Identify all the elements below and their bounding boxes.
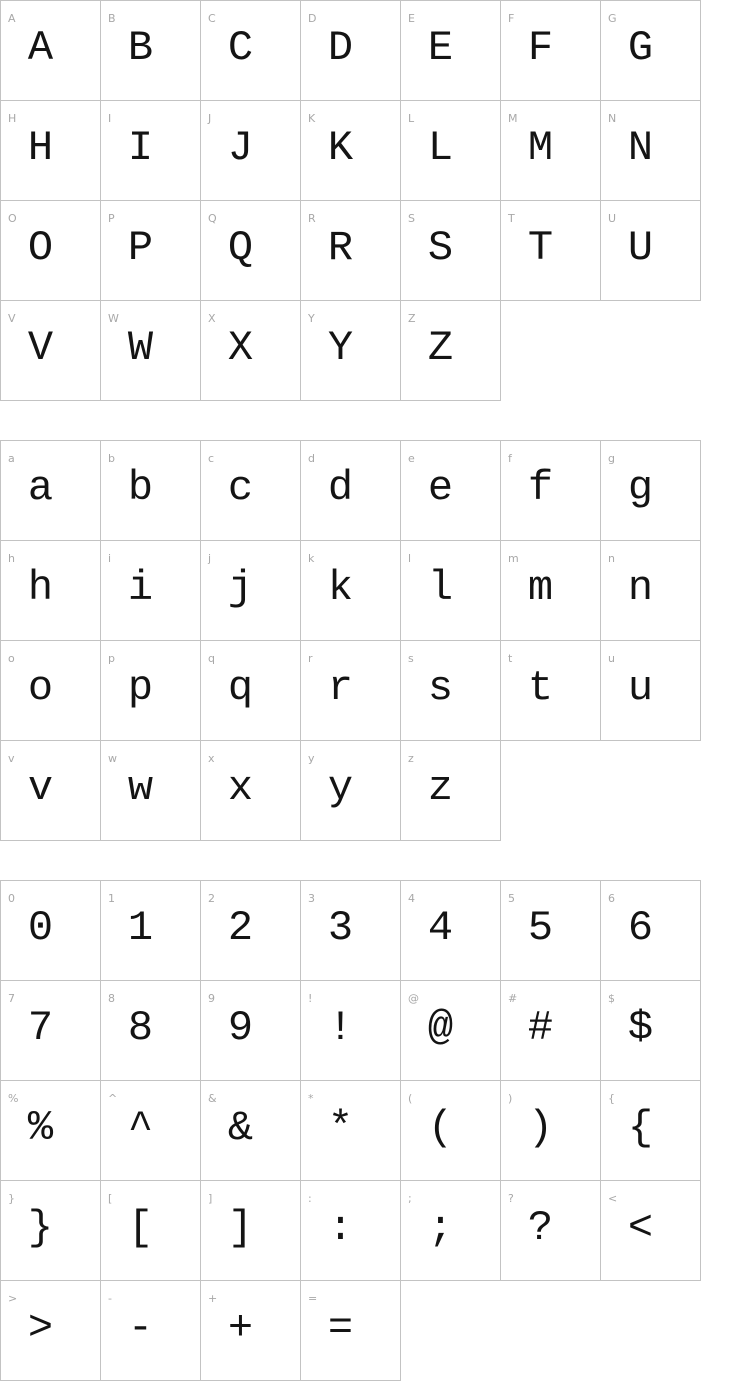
glyph-cell: [301, 1281, 401, 1381]
glyph-cell: [601, 101, 701, 201]
cell-character-label: =: [308, 1292, 318, 1305]
glyph-preview: m: [527, 564, 554, 612]
glyph-preview: X: [227, 324, 254, 372]
glyph-preview: <: [627, 1204, 654, 1252]
cell-character-label: ): [508, 1092, 513, 1105]
glyph-cell: [101, 1281, 201, 1381]
glyph-preview: 1: [127, 904, 154, 952]
cell-character-label: D: [308, 12, 317, 25]
glyph-preview: 6: [627, 904, 654, 952]
glyph-preview: t: [527, 664, 554, 712]
glyph-cell: [401, 201, 501, 301]
glyph-preview: g: [627, 464, 654, 512]
cell-character-label: Z: [408, 312, 416, 325]
glyph-cell: [301, 301, 401, 401]
cell-character-label: 4: [408, 892, 415, 905]
glyph-preview: I: [127, 124, 154, 172]
glyph-preview: e: [427, 464, 454, 512]
cell-character-label: l: [408, 552, 412, 565]
cell-character-label: 1: [108, 892, 115, 905]
glyph-preview: [: [127, 1204, 154, 1252]
cell-character-label: <: [608, 1192, 618, 1205]
cell-character-label: K: [308, 112, 316, 125]
glyph-preview: 3: [327, 904, 354, 952]
glyph-cell: [401, 441, 501, 541]
glyph-preview: %: [27, 1104, 54, 1152]
glyph-cell: [601, 881, 701, 981]
glyph-preview: :: [327, 1204, 354, 1252]
glyph-cell: [101, 1081, 201, 1181]
glyph-preview: #: [527, 1004, 554, 1052]
glyph-preview: !: [327, 1004, 354, 1052]
cell-character-label: o: [8, 652, 15, 665]
glyph-cell: [601, 981, 701, 1081]
cell-character-label: S: [408, 212, 415, 225]
glyph-cell: [401, 881, 501, 981]
glyph-cell: [201, 101, 301, 201]
glyph-row: [1, 881, 701, 981]
glyph-cell: [101, 101, 201, 201]
cell-character-label: +: [208, 1292, 218, 1305]
cell-character-label: 7: [8, 992, 15, 1005]
glyph-row: [1, 1281, 701, 1381]
glyph-cell: [301, 441, 401, 541]
glyph-cell: [201, 441, 301, 541]
digits-and-symbols-block: [0, 880, 701, 1381]
cell-character-label: y: [308, 752, 315, 765]
cell-character-label: }: [8, 1192, 15, 1205]
glyph-preview: K: [327, 124, 354, 172]
cell-character-label: B: [108, 12, 116, 25]
glyph-preview: d: [327, 464, 354, 512]
cell-character-label: 3: [308, 892, 315, 905]
cell-character-label: R: [308, 212, 316, 225]
glyph-preview: S: [427, 224, 454, 272]
glyph-cell: [601, 1081, 701, 1181]
glyph-preview: R: [327, 224, 354, 272]
glyph-preview: W: [127, 324, 154, 372]
cell-character-label: G: [608, 12, 617, 25]
cell-character-label: i: [108, 552, 112, 565]
cell-character-label: w: [108, 752, 117, 765]
glyph-cell: [201, 301, 301, 401]
cell-character-label: #: [508, 992, 518, 1005]
glyph-preview: Q: [227, 224, 254, 272]
glyph-cell: [301, 741, 401, 841]
glyph-cell: [301, 641, 401, 741]
glyph-cell: [601, 441, 701, 541]
cell-character-label: 5: [508, 892, 515, 905]
cell-character-label: ?: [508, 1192, 514, 1205]
cell-character-label: O: [8, 212, 17, 225]
cell-character-label: F: [508, 12, 515, 25]
glyph-preview: *: [327, 1104, 354, 1152]
cell-character-label: n: [608, 552, 615, 565]
glyph-cell: [401, 541, 501, 641]
glyph-cell: [601, 1181, 701, 1281]
glyph-cell: [1, 1081, 101, 1181]
glyph-preview: B: [127, 24, 154, 72]
cell-character-label: X: [208, 312, 216, 325]
cell-character-label: J: [208, 112, 212, 125]
glyph-cell: [1, 1281, 101, 1381]
glyph-cell: [101, 441, 201, 541]
glyph-cell: [301, 1181, 401, 1281]
glyph-preview: M: [527, 124, 554, 172]
cell-character-label: @: [408, 992, 419, 1005]
glyph-preview: L: [427, 124, 454, 172]
cell-character-label: E: [408, 12, 415, 25]
glyph-row: [1, 101, 701, 201]
glyph-row: [1, 1, 701, 101]
glyph-cell: [201, 541, 301, 641]
glyph-cell: [301, 881, 401, 981]
glyph-cell: [501, 981, 601, 1081]
glyph-cell: [101, 201, 201, 301]
glyph-preview: u: [627, 664, 654, 712]
glyph-cell: [401, 641, 501, 741]
cell-character-label: c: [208, 452, 215, 465]
cell-character-label: u: [608, 652, 615, 665]
cell-character-label: e: [408, 452, 415, 465]
uppercase-letters-block: [0, 0, 701, 401]
glyph-preview: P: [127, 224, 154, 272]
cell-character-label: Q: [208, 212, 217, 225]
glyph-preview: n: [627, 564, 654, 612]
glyph-preview: h: [27, 564, 54, 612]
cell-character-label: ;: [408, 1192, 412, 1205]
cell-character-label: $: [608, 992, 615, 1005]
glyph-cell: [601, 641, 701, 741]
glyph-preview: +: [227, 1304, 254, 1352]
glyph-preview: o: [27, 664, 54, 712]
cell-character-label: a: [8, 452, 15, 465]
glyph-cell: [201, 1081, 301, 1181]
cell-character-label: 2: [208, 892, 215, 905]
glyph-preview: G: [627, 24, 654, 72]
cell-character-label: C: [208, 12, 216, 25]
glyph-preview: k: [327, 564, 354, 612]
glyph-preview: r: [327, 664, 354, 712]
cell-character-label: ]: [208, 1192, 213, 1205]
cell-character-label: >: [8, 1292, 18, 1305]
glyph-row: [1, 981, 701, 1081]
glyph-preview: Y: [327, 324, 354, 372]
glyph-preview: b: [127, 464, 154, 512]
glyph-cell: [201, 1181, 301, 1281]
glyph-preview: ^: [127, 1104, 154, 1152]
cell-character-label: j: [208, 552, 212, 565]
glyph-row: [1, 741, 701, 841]
glyph-cell: [101, 741, 201, 841]
glyph-cell: [1, 301, 101, 401]
cell-character-label: Y: [308, 312, 315, 325]
glyph-row: [1, 1181, 701, 1281]
glyph-cell: [201, 201, 301, 301]
glyph-preview: 7: [27, 1004, 54, 1052]
glyph-preview: v: [27, 764, 54, 812]
glyph-preview: T: [527, 224, 554, 272]
cell-character-label: g: [608, 452, 615, 465]
glyph-cell: [1, 1, 101, 101]
cell-character-label: &: [208, 1092, 217, 1105]
cell-character-label: V: [8, 312, 16, 325]
glyph-cell: [1, 541, 101, 641]
glyph-cell: [201, 1, 301, 101]
glyph-cell: [101, 981, 201, 1081]
glyph-preview: {: [627, 1104, 654, 1152]
glyph-cell: [301, 1, 401, 101]
glyph-cell: [201, 641, 301, 741]
glyph-cell: [501, 541, 601, 641]
glyph-cell: [401, 301, 501, 401]
glyph-cell: [1, 1181, 101, 1281]
glyph-cell: [101, 641, 201, 741]
glyph-preview: >: [27, 1304, 54, 1352]
glyph-row: [1, 441, 701, 541]
cell-character-label: H: [8, 112, 17, 125]
glyph-cell: [501, 1081, 601, 1181]
glyph-preview: F: [527, 24, 554, 72]
glyph-cell: [101, 301, 201, 401]
glyph-cell: [101, 1181, 201, 1281]
glyph-preview: }: [27, 1204, 54, 1252]
glyph-cell: [201, 981, 301, 1081]
glyph-cell: [1, 101, 101, 201]
cell-character-label: W: [108, 312, 119, 325]
glyph-preview: E: [427, 24, 454, 72]
cell-character-label: f: [508, 452, 512, 465]
cell-character-label: v: [8, 752, 15, 765]
glyph-cell: [601, 201, 701, 301]
cell-character-label: s: [408, 652, 414, 665]
cell-character-label: [: [108, 1192, 113, 1205]
glyph-cell: [501, 441, 601, 541]
glyph-cell: [501, 201, 601, 301]
cell-character-label: t: [508, 652, 513, 665]
glyph-preview: -: [127, 1304, 154, 1352]
glyph-preview: $: [627, 1004, 654, 1052]
glyph-preview: ]: [227, 1204, 254, 1252]
glyph-cell: [301, 101, 401, 201]
glyph-cell: [401, 1081, 501, 1181]
glyph-preview: c: [227, 464, 254, 512]
glyph-cell: [201, 1281, 301, 1381]
glyph-cell: [101, 541, 201, 641]
cell-character-label: k: [308, 552, 315, 565]
cell-character-label: %: [8, 1092, 19, 1105]
glyph-preview: =: [327, 1304, 354, 1352]
cell-character-label: ^: [108, 1092, 118, 1105]
glyph-cell: [301, 1081, 401, 1181]
glyph-cell: [1, 201, 101, 301]
glyph-row: [1, 641, 701, 741]
glyph-cell: [1, 741, 101, 841]
glyph-preview: U: [627, 224, 654, 272]
glyph-preview: w: [127, 764, 154, 812]
glyph-cell: [401, 1181, 501, 1281]
glyph-cell: [101, 881, 201, 981]
glyph-cell: [1, 981, 101, 1081]
glyph-cell: [301, 981, 401, 1081]
glyph-cell: [401, 101, 501, 201]
cell-character-label: x: [208, 752, 215, 765]
glyph-cell: [1, 881, 101, 981]
cell-character-label: -: [108, 1292, 112, 1305]
glyph-preview: ;: [427, 1204, 454, 1252]
glyph-cell: [201, 881, 301, 981]
glyph-row: [1, 1081, 701, 1181]
glyph-preview: 4: [427, 904, 454, 952]
cell-character-label: !: [308, 992, 313, 1005]
glyph-preview: y: [327, 764, 354, 812]
glyph-preview: a: [27, 464, 54, 512]
cell-character-label: h: [8, 552, 15, 565]
cell-character-label: r: [308, 652, 313, 665]
cell-character-label: U: [608, 212, 617, 225]
glyph-cell: [201, 741, 301, 841]
glyph-cell: [501, 881, 601, 981]
glyph-preview: H: [27, 124, 54, 172]
glyph-preview: 8: [127, 1004, 154, 1052]
glyph-cell: [401, 981, 501, 1081]
glyph-cell: [301, 201, 401, 301]
cell-character-label: M: [508, 112, 518, 125]
cell-character-label: N: [608, 112, 617, 125]
glyph-preview: f: [527, 464, 554, 512]
cell-character-label: *: [308, 1092, 314, 1105]
cell-character-label: m: [508, 552, 519, 565]
glyph-cell: [1, 641, 101, 741]
glyph-cell: [101, 1, 201, 101]
cell-character-label: 9: [208, 992, 215, 1005]
glyph-preview: V: [27, 324, 54, 372]
glyph-preview: p: [127, 664, 154, 712]
glyph-preview: N: [627, 124, 654, 172]
glyph-preview: ?: [527, 1204, 554, 1252]
glyph-preview: 2: [227, 904, 254, 952]
glyph-cell: [401, 1, 501, 101]
cell-character-label: {: [608, 1092, 615, 1105]
cell-character-label: I: [108, 112, 112, 125]
cell-character-label: z: [408, 752, 414, 765]
cell-character-label: P: [108, 212, 115, 225]
cell-character-label: :: [308, 1192, 312, 1205]
glyph-preview: 0: [27, 904, 54, 952]
glyph-cell: [601, 541, 701, 641]
glyph-preview: j: [227, 564, 254, 612]
glyph-cell: [501, 101, 601, 201]
cell-character-label: 0: [8, 892, 15, 905]
glyph-preview: s: [427, 664, 454, 712]
glyph-preview: C: [227, 24, 254, 72]
glyph-cell: [401, 741, 501, 841]
cell-character-label: A: [8, 12, 16, 25]
glyph-preview: q: [227, 664, 254, 712]
glyph-preview: J: [227, 124, 254, 172]
glyph-preview: 5: [527, 904, 554, 952]
glyph-preview: x: [227, 764, 254, 812]
glyph-preview: i: [127, 564, 154, 612]
glyph-preview: (: [427, 1104, 454, 1152]
cell-character-label: T: [508, 212, 515, 225]
glyph-cell: [501, 641, 601, 741]
cell-character-label: p: [108, 652, 115, 665]
glyph-cell: [501, 1, 601, 101]
cell-character-label: q: [208, 652, 215, 665]
glyph-cell: [601, 1, 701, 101]
cell-character-label: 6: [608, 892, 615, 905]
glyph-row: [1, 541, 701, 641]
glyph-cell: [501, 1181, 601, 1281]
glyph-row: [1, 201, 701, 301]
cell-character-label: 8: [108, 992, 115, 1005]
glyph-preview: &: [227, 1104, 254, 1152]
cell-character-label: d: [308, 452, 315, 465]
glyph-preview: l: [427, 564, 454, 612]
glyph-row: [1, 301, 701, 401]
glyph-preview: A: [27, 24, 54, 72]
lowercase-letters-block: [0, 440, 701, 841]
glyph-preview: D: [327, 24, 354, 72]
glyph-preview: @: [427, 1004, 454, 1052]
glyph-cell: [1, 441, 101, 541]
glyph-preview: Z: [427, 324, 454, 372]
glyph-preview: O: [27, 224, 54, 272]
cell-character-label: b: [108, 452, 115, 465]
glyph-preview: ): [527, 1104, 554, 1152]
cell-character-label: (: [408, 1092, 413, 1105]
cell-character-label: L: [408, 112, 415, 125]
glyph-preview: 9: [227, 1004, 254, 1052]
glyph-cell: [301, 541, 401, 641]
glyph-preview: z: [427, 764, 454, 812]
